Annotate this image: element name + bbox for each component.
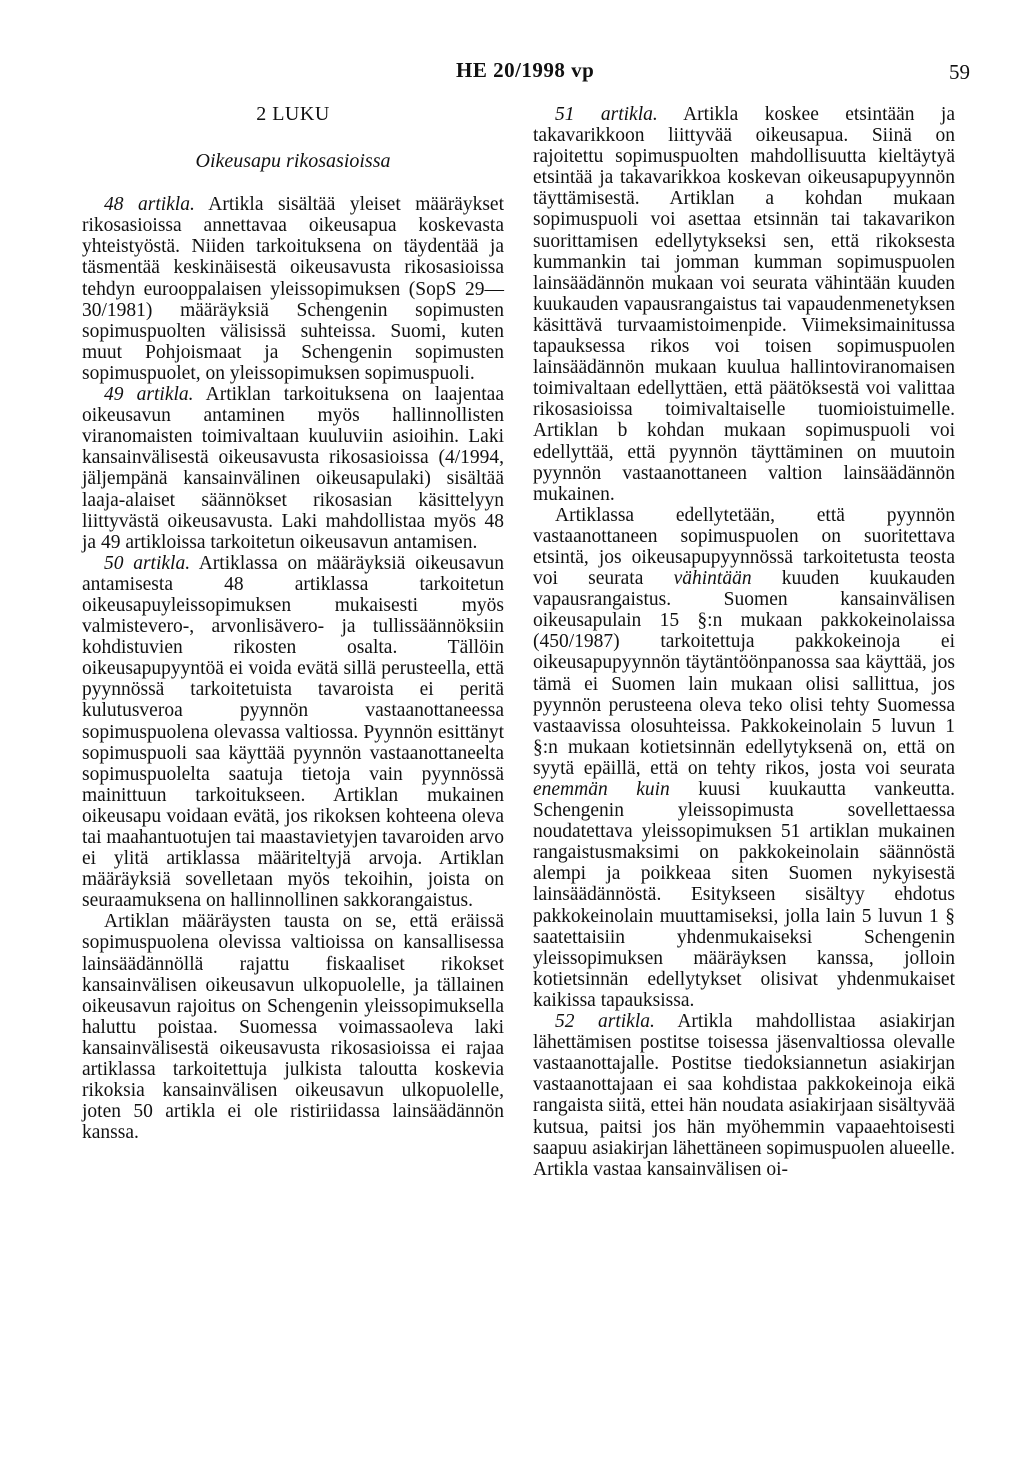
emphasis-text: enemmän kuin <box>533 779 670 800</box>
paragraph-article-52 <box>533 1011 955 1180</box>
paragraph-text: Artikla sisältää yleiset määräykset rikosasioissa annettavaa oikeusapua koskevasta yhteistyöstä. Niiden tarkoituksena on täydentää ja täsmentää keskinäisestä oikeusavusta rikosasioissa tehdyn eurooppalaisen yleissopimuksen (SopS 29—30/1981) määräyksiä Schengenin sopimusten sopimuspuolten välisissä suhteissa. Suomi, kuten muut Pohjoismaat ja Schengenin sopimusten sopimuspuolet, on yleissopimuksen sopimuspuoli. <box>82 194 505 384</box>
paragraph-text: kuusi kuukautta vankeutta. Schengenin yleissopimusta sovellettaessa noudatettava yleissopimuksen 51 artiklan mukainen rangaistusmaksimi on pakkokeinolain säännöstä alempi ja poikkeaa siten Suomen nykyisestä lainsäädännöstä. Esitykseen sisältyy ehdotus pakkokeinolain muuttamiseksi, jolla lain 5 luvun 1 § saatettaisiin yhdenmukaiseksi Schengenin yleissopimuksen määräyksen kanssa, jolloin kotietsinnän edellytykset olisivat yhdenmukaiset kaikissa tapauksissa. <box>533 779 955 1011</box>
paragraph-article-51 <box>533 104 955 505</box>
emphasis-text: vähintään <box>673 568 752 590</box>
paragraph-article-51-search <box>533 505 955 1011</box>
page-number: 59 <box>949 60 970 84</box>
chapter-title: Oikeusapu rikosasioissa <box>195 150 391 173</box>
article-label: 51 artikla. <box>555 104 658 125</box>
document-id: HE 20/1998 vp <box>456 58 595 82</box>
paragraph-text: Artikla mahdollistaa asiakirjan lähettämisen postitse toisessa jäsenvaltiossa olevalle vastaanottajalle. Postitse tiedoksiannetun asiakirjan vastaanottajaan ei saa kohdistaa pakkokeinoja eikä rangaista siitä, ettei hän noudata asiakirjaan sisältyvää kutsua, paitsi jos hän myöhemmin vapaaehtoisesti saapuu asiakirjan lähettäneen sopimuspuolen alueelle. Artikla vastaa kansainvälisen oi- <box>533 1011 956 1180</box>
paragraph-text: Artiklassa on määräyksiä oikeusavun antamisesta 48 artiklassa tarkoitetun oikeusapuyleissopimuksen mukaisesti myös valmistevero-, arvonlisävero- ja tullissäännöksiin kohdistuvien rikosten osalta. Tällöin oikeusapupyyntöä ei voida evätä sillä perusteella, että pyynnössä tarkoitetuista tavaroista ei peritä kulutusveroa pyynnön vastaanottaneessa sopimuspuolena olevassa valtiossa. Pyynnön esittänyt sopimuspuoli saa käyttää pyynnön vastaanottaneelta sopimuspuolelta saatuja tietoja vain pyynnössä mainittuun tarkoitukseen. Artiklan mukainen oikeusapu voidaan evätä, jos rikoksen kohteena oleva tai maahantuotujen tai maastavietyjen tavaroiden arvo ei ylitä artiklassa määriteltyjä arvoja. Artiklan määräyksiä sovelletaan myös tekoihin, joista on seuraamuksena on hallinnollinen sakkorangaistus. <box>82 552 504 912</box>
paragraph-article-50-background: Artiklan määräysten tausta on se, että eräissä sopimuspuolena olevissa valtioissa on kansallisessa lainsäädännöllä rajattu fiskaaliset rikokset kansainvälisen oikeusavun ulkopuolelle, ja tällainen oikeusavun rajoitus on Schengenin yleissopimuksella haluttu poistaa. Suomessa voimassaoleva laki kansainvälisestä oikeusavusta rikosasioissa ei rajaa artiklassa tarkoitettuja julkista taloutta koskevia rikoksia kansainvälisen oikeusavun ulkopuolelle, joten 50 artikla ei ole ristiriidassa lainsäädännön kanssa. <box>82 911 504 1144</box>
paragraph-text: Artikla koskee etsintään ja takavarikkoon liittyvää oikeusapua. Siinä on rajoitettu sopimuspuolten mahdollisuutta kieltäytyä etsintää ja takavarikkoa koskevan oikeusapupyynnön täyttämisestä. Artiklan a kohdan mukaan sopimuspuoli voi asettaa etsinnän tai takavarikon suorittamisen edellytykseksi sen, että rikoksesta kummankin tai jomman kumman sopimuspuolen lainsäädännön mukaan voi seurata vähintään kuuden kuukauden vapausrangaistus tai vapaudenmenetyksen käsittävä turvaamistoimenpide. Viimeksimainitussa tapauksessa rikos voi toisen sopimuspuolen lainsäädännön mukaan kuulua hallintoviranomaisen toimivaltaan edellyttäen, että päätöksestä voi valittaa rikosasioissa toimivaltaiselle tuomioistuimelle. Artiklan b kohdan mukaan sopimuspuoli voi edellyttää, että pyynnön täyttäminen on muutoin pyynnön vastaanottaneen valtion lainsäädännön mukainen. <box>533 104 956 505</box>
article-label: 49 artikla. <box>104 384 194 406</box>
right-column <box>533 104 955 1180</box>
article-label: 48 artikla. <box>104 194 195 216</box>
paragraph-text: kuuden kuukauden vapausrangaistus. Suomen kansainvälisen oikeusapulain 15 §:n mukaan pakkokeinolaissa (450/1987) tarkoitettuja pakkokeinoja ei oikeusapupyynnön täytäntöönpanossa saa käyttää, jos tämä ei Suomen lain mukaan olisi sallittua, jos pyynnön perusteena oleva teko olisi tehty Suomessa vastaavissa olosuhteissa. Pakkokeinolain 5 luvun 1 §:n mukaan kotietsinnän edellytyksenä on, että on syytä epäillä, että on tehty rikos, josta voi seurata <box>533 568 955 779</box>
article-label: 52 artikla. <box>555 1011 655 1033</box>
paragraph-text: Artiklassa edellytetään, että pyynnön vastaanottaneen sopimuspuolen on suoritettava etsintä, jos oikeusapupyynnössä tarkoitetusta teosta voi seurata <box>533 504 955 590</box>
paragraph-text: Artiklan tarkoituksena on laajentaa oikeusavun antaminen myös hallinnollisten viranomaisten toimivaltaan kuuluviin asioihin. Laki kansainvälisestä oikeusavusta rikosasioissa (4/1994, jäljempänä kansainvälinen oikeusapulaki) sisältää laaja-alaiset säännökset rikosasian käsittelyyn liittyvästä oikeusavusta. Laki mahdollistaa myös 48 ja 49 artikloissa tarkoitetun oikeusavun antamisen. <box>82 384 504 553</box>
paragraph-article-48 <box>82 194 504 384</box>
left-column <box>82 100 504 1143</box>
page-header <box>0 58 1024 88</box>
paragraph-article-50 <box>82 553 504 912</box>
chapter-heading: 2 LUKU <box>256 103 330 125</box>
paragraph-article-49 <box>82 384 504 553</box>
article-label: 50 artikla. <box>104 552 191 574</box>
